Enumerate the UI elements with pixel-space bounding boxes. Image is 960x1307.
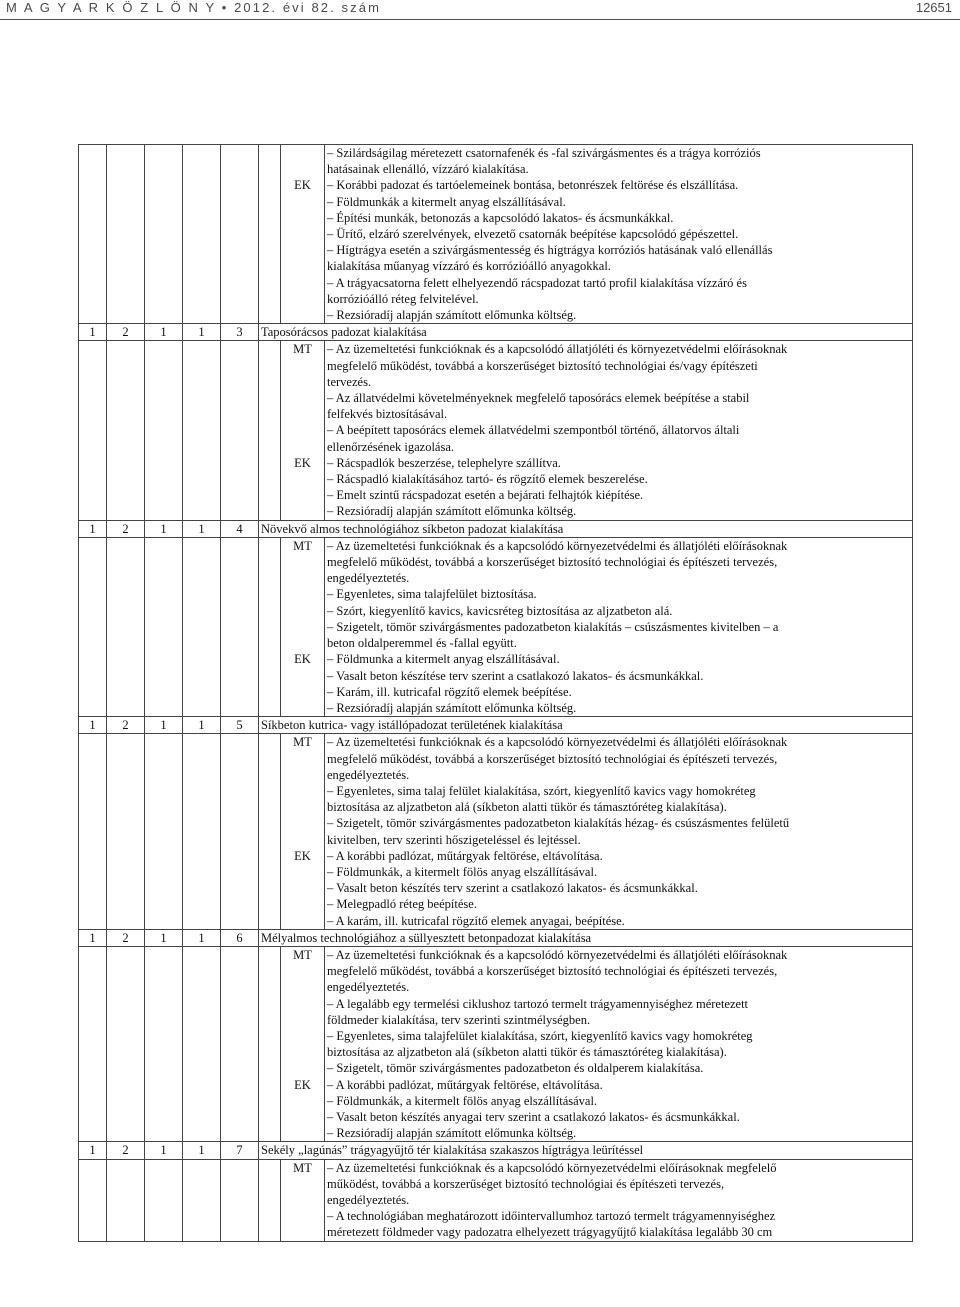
text-line: – Rezsióradíj alapján számított előmunka költség.	[327, 700, 577, 715]
group-label: MT	[293, 538, 312, 553]
text-line: – Építési munkák, betonozás a kapcsolódó lakatos- és ácsmunkákkal.	[327, 210, 674, 225]
text-line: működést, továbbá a korszerűséget biztosító technológiai és építészeti tervezés,	[327, 1176, 725, 1191]
code-cell	[259, 341, 281, 520]
code-cell: 1	[79, 520, 107, 537]
ek-label: EK	[294, 178, 311, 193]
text-line: – Földmunkák, a kitermelt fölös anyag elszállításával.	[327, 1093, 598, 1108]
code-cell	[259, 1159, 281, 1241]
content-cell	[325, 1159, 913, 1241]
group-label: MT	[293, 1160, 312, 1175]
code-cell: 1	[183, 1142, 221, 1159]
text-line: tervezés.	[327, 374, 372, 389]
code-cell	[79, 946, 107, 1141]
row-title: Taposórácsos padozat kialakítása	[259, 324, 913, 341]
text-line: engedélyeztetés.	[327, 571, 410, 586]
code-cell	[183, 537, 221, 716]
table-row	[79, 537, 913, 716]
text-line: – Melegpadló réteg beépítése.	[327, 897, 477, 912]
content-cell	[325, 341, 913, 520]
text-line: – Rácspadlók beszerzése, telephelyre szállítva.	[327, 455, 561, 470]
code-cell	[221, 537, 259, 716]
page-number: 12651	[915, 0, 952, 15]
group-label: MT	[293, 735, 312, 750]
group-label-cell	[281, 341, 325, 520]
code-cell: 1	[79, 1142, 107, 1159]
text-line: – Szilárdságilag méretezett csatornafenék és -fal szivárgásmentes és a trágya korróziós	[327, 146, 761, 160]
journal-title: M A G Y A R K Ö Z L Ö N Y • 2012. évi 82. szám	[6, 0, 382, 15]
code-cell	[145, 734, 183, 929]
code-cell: 3	[221, 324, 259, 341]
table-row	[79, 929, 913, 946]
code-cell: 1	[79, 324, 107, 341]
group-label-cell	[281, 734, 325, 929]
text-line: – Szigetelt, tömör szivárgásmentes padozatbeton kialakítás – csúszásmentes kivitelben – a	[327, 619, 779, 634]
text-line: – Földmunka a kitermelt anyag elszállításával.	[327, 652, 560, 667]
code-cell	[183, 946, 221, 1141]
text-line: – Szórt, kiegyenlítő kavics, kavicsréteg biztosítása az aljzatbeton alá.	[327, 603, 673, 618]
code-cell: 7	[221, 1142, 259, 1159]
table-row	[79, 520, 913, 537]
code-cell: 2	[107, 929, 145, 946]
code-cell: 2	[107, 520, 145, 537]
table-row	[79, 1142, 913, 1159]
code-cell	[107, 145, 145, 324]
content-cell	[325, 537, 913, 716]
row-title: Síkbeton kutrica- vagy istállópadozat területének kialakítása	[259, 717, 913, 734]
group-label: EK	[294, 652, 311, 667]
code-cell: 1	[183, 520, 221, 537]
text-line: kivitelben, terv szerinti hőszigeteléssel és lejtéssel.	[327, 832, 581, 847]
code-cell: 2	[107, 324, 145, 341]
code-cell	[107, 341, 145, 520]
text-line: megfelelő működést, továbbá a korszerűséget biztosító technológiai és építészeti tervezés,	[327, 964, 778, 979]
text-line: – Egyenletes, sima talajfelület kialakítása, szórt, kiegyenlítő kavics vagy homokréteg	[327, 1028, 753, 1043]
code-cell	[145, 1159, 183, 1241]
row-title: Mélyalmos technológiához a süllyesztett betonpadozat kialakítása	[259, 929, 913, 946]
text-line: – A technológiában meghatározott időintervallumhoz tartozó termelt trágyamennyiséghez	[327, 1209, 776, 1224]
text-line: ellenőrzésének igazolása.	[327, 439, 455, 454]
table-row	[79, 1159, 913, 1241]
text-line: – A korábbi padlózat, műtárgyak feltörése, eltávolítása.	[327, 1077, 603, 1092]
code-cell: 6	[221, 929, 259, 946]
header-rule	[0, 19, 960, 20]
text-line: – Vasalt beton készítés terv szerint a csatlakozó lakatos- és ácsmunkákkal.	[327, 881, 698, 896]
text-line: – A legalább egy termelési ciklushoz tartozó termelt trágyamennyiséghez méretezett	[327, 996, 749, 1011]
code-cell	[259, 145, 281, 324]
content-cell	[325, 145, 913, 324]
text-line: – Földmunkák a kitermelt anyag elszállításával.	[327, 194, 566, 209]
code-cell	[79, 145, 107, 324]
page-header	[0, 0, 960, 22]
code-cell	[145, 946, 183, 1141]
text-line: – Rácspadló kialakításához tartó- és rögzítő elemek beszerelése.	[327, 472, 648, 487]
text-line: – Az üzemeltetési funkcióknak és a kapcsolódó környezetvédelmi és állatjóléti előírásoknak	[327, 735, 788, 750]
code-cell	[79, 537, 107, 716]
text-line: biztosítása az aljzatbeton alá (síkbeton alatti tükör és támasztóréteg kialakítása).	[327, 1045, 727, 1060]
text-line: – Ürítő, elzáró szerelvények, elvezető csatornák beépítése kapcsolódó gépészettel.	[327, 227, 739, 242]
code-cell	[221, 734, 259, 929]
group-label-cell	[281, 1159, 325, 1241]
text-line: hatásainak ellenálló, vízzáró kialakítása.	[327, 162, 529, 177]
table-row	[79, 717, 913, 734]
text-line: – Korábbi padozat és tartóelemeinek bontása, betonrészek feltörése és elszállítása.	[327, 178, 739, 193]
group-label: EK	[294, 455, 311, 470]
text-line: – Az üzemeltetési funkcióknak és a kapcsolódó környezetvédelmi és állatjóléti előírásoknak	[327, 947, 788, 962]
text-line: kialakítása műanyag vízzáró és korrózióálló anyagokkal.	[327, 259, 611, 274]
text-line: megfelelő működést, továbbá a korszerűséget biztosító technológiai és/vagy építészeti	[327, 358, 758, 373]
code-cell: 1	[79, 929, 107, 946]
group-label-cell	[281, 537, 325, 716]
code-cell	[259, 537, 281, 716]
code-cell: 2	[107, 1142, 145, 1159]
table-body	[79, 145, 913, 1242]
text-line: – Szigetelt, tömör szivárgásmentes padozatbeton kialakítás hézag- és csúszásmentes felületű	[327, 816, 790, 831]
code-cell	[107, 734, 145, 929]
code-cell	[221, 341, 259, 520]
text-line: biztosítása az aljzatbeton alá (síkbeton alatti tükör és támasztóréteg kialakítása).	[327, 800, 727, 815]
text-line: – Karám, ill. kutricafal rögzítő elemek beépítése.	[327, 684, 572, 699]
code-cell	[79, 341, 107, 520]
code-cell	[183, 341, 221, 520]
group-label-cell	[281, 145, 325, 324]
group-label: MT	[293, 342, 312, 357]
text-line: beton oldalperemmel és -fallal együtt.	[327, 636, 517, 651]
table-row	[79, 324, 913, 341]
regulation-table	[78, 144, 913, 1242]
text-line: engedélyeztetés.	[327, 767, 410, 782]
text-line: – Az állatvédelmi követelményeknek megfelelő taposórács elemek beépítése a stabil	[327, 391, 750, 406]
code-cell	[107, 946, 145, 1141]
code-cell	[221, 946, 259, 1141]
text-line: földmeder kialakítása, terv szerinti szintmélységben.	[327, 1012, 591, 1027]
text-line: – Rezsióradíj alapján számított előmunka költség.	[327, 504, 577, 519]
code-cell: 1	[145, 324, 183, 341]
table-row	[79, 734, 913, 929]
text-line: – Emelt szintű rácspadozat esetén a bejárati felhajtók kiépítése.	[327, 488, 644, 503]
text-line: – Hígtrágya esetén a szivárgásmentesség és hígtrágya korróziós hatásának való ellenállás	[327, 243, 773, 258]
code-cell	[183, 734, 221, 929]
group-label: EK	[294, 848, 311, 863]
text-line: – A beépített taposórács elemek állatvédelmi szempontból történő, állatorvos általi	[327, 423, 740, 438]
code-cell	[107, 1159, 145, 1241]
code-cell: 1	[145, 929, 183, 946]
code-cell	[145, 341, 183, 520]
text-line: – A karám, ill. kutricafal rögzítő elemek anyagai, beépítése.	[327, 913, 625, 928]
text-line: – Rezsióradíj alapján számított előmunka költség.	[327, 1126, 577, 1141]
code-cell	[221, 145, 259, 324]
text-line: – Szigetelt, tömör szivárgásmentes padozatbeton és oldalperem kialakítása.	[327, 1061, 704, 1076]
text-line: – Vasalt beton készítés anyagai terv szerint a csatlakozó lakatos- és ácsmunkákkal.	[327, 1109, 740, 1124]
table-row	[79, 946, 913, 1141]
code-cell	[145, 537, 183, 716]
code-cell	[221, 1159, 259, 1241]
text-line: korrózióálló réteg felvitelével.	[327, 291, 479, 306]
code-cell	[79, 734, 107, 929]
text-line: – Rezsióradíj alapján számított előmunka költség.	[327, 308, 577, 323]
table-row	[79, 145, 913, 324]
row-title: Sekély „lagúnás” trágyagyűjtő tér kialakítása szakaszos hígtrágya leürítéssel	[259, 1142, 913, 1159]
text-line: – A trágyacsatorna felett elhelyezendő rácspadozat tartó profil kialakítása vízzáró és	[327, 275, 747, 290]
code-cell: 1	[183, 717, 221, 734]
text-line: felfekvés biztosításával.	[327, 407, 448, 422]
code-cell	[259, 946, 281, 1141]
text-line: – Az üzemeltetési funkcióknak és a kapcsolódó környezetvédelmi és állatjóléti előírásoknak	[327, 538, 788, 553]
content-cell	[325, 946, 913, 1141]
code-cell	[107, 537, 145, 716]
code-cell: 1	[145, 1142, 183, 1159]
content-cell	[325, 734, 913, 929]
code-cell: 4	[221, 520, 259, 537]
text-line: – Az üzemeltetési funkcióknak és a kapcsolódó állatjóléti és környezetvédelmi előírásoknak	[327, 342, 788, 357]
text-line: engedélyeztetés.	[327, 1193, 410, 1207]
code-cell: 1	[183, 929, 221, 946]
code-cell: 1	[183, 324, 221, 341]
text-line: – A korábbi padlózat, műtárgyak feltörése, eltávolítása.	[327, 848, 603, 863]
row-title: Növekvő almos technológiához síkbeton padozat kialakítása	[259, 520, 913, 537]
table-row	[79, 341, 913, 520]
group-label-cell	[281, 946, 325, 1141]
code-cell	[183, 1159, 221, 1241]
code-cell	[79, 1159, 107, 1241]
text-line: engedélyeztetés.	[327, 980, 410, 995]
code-cell	[145, 145, 183, 324]
text-line: – Az üzemeltetési funkcióknak és a kapcsolódó környezetvédelmi előírásoknak megfelelő	[327, 1160, 777, 1175]
text-line: méretezett földmeder vagy padozatra elhelyezett trágyagyűjtő kialakítása legalább 30 cm	[327, 1225, 773, 1240]
text-line: megfelelő működést, továbbá a korszerűséget biztosító technológiai és építészeti tervezés,	[327, 751, 778, 766]
code-cell: 2	[107, 717, 145, 734]
group-label: EK	[294, 1077, 311, 1092]
text-line: – Földmunkák, a kitermelt fölös anyag elszállításával.	[327, 864, 598, 879]
code-cell: 5	[221, 717, 259, 734]
code-cell	[183, 145, 221, 324]
text-line: – Egyenletes, sima talajfelület biztosítása.	[327, 587, 537, 602]
group-label: MT	[293, 947, 312, 962]
code-cell: 1	[145, 520, 183, 537]
text-line: – Vasalt beton készítése terv szerint a csatlakozó lakatos- és ácsmunkákkal.	[327, 668, 704, 683]
text-line: megfelelő működést, továbbá a korszerűséget biztosító technológiai és építészeti tervezés,	[327, 555, 778, 570]
code-cell: 1	[145, 717, 183, 734]
code-cell: 1	[79, 717, 107, 734]
text-line: – Egyenletes, sima talaj felület kialakítása, szórt, kiegyenlítő kavics vagy homokréteg	[327, 783, 756, 798]
code-cell	[259, 734, 281, 929]
